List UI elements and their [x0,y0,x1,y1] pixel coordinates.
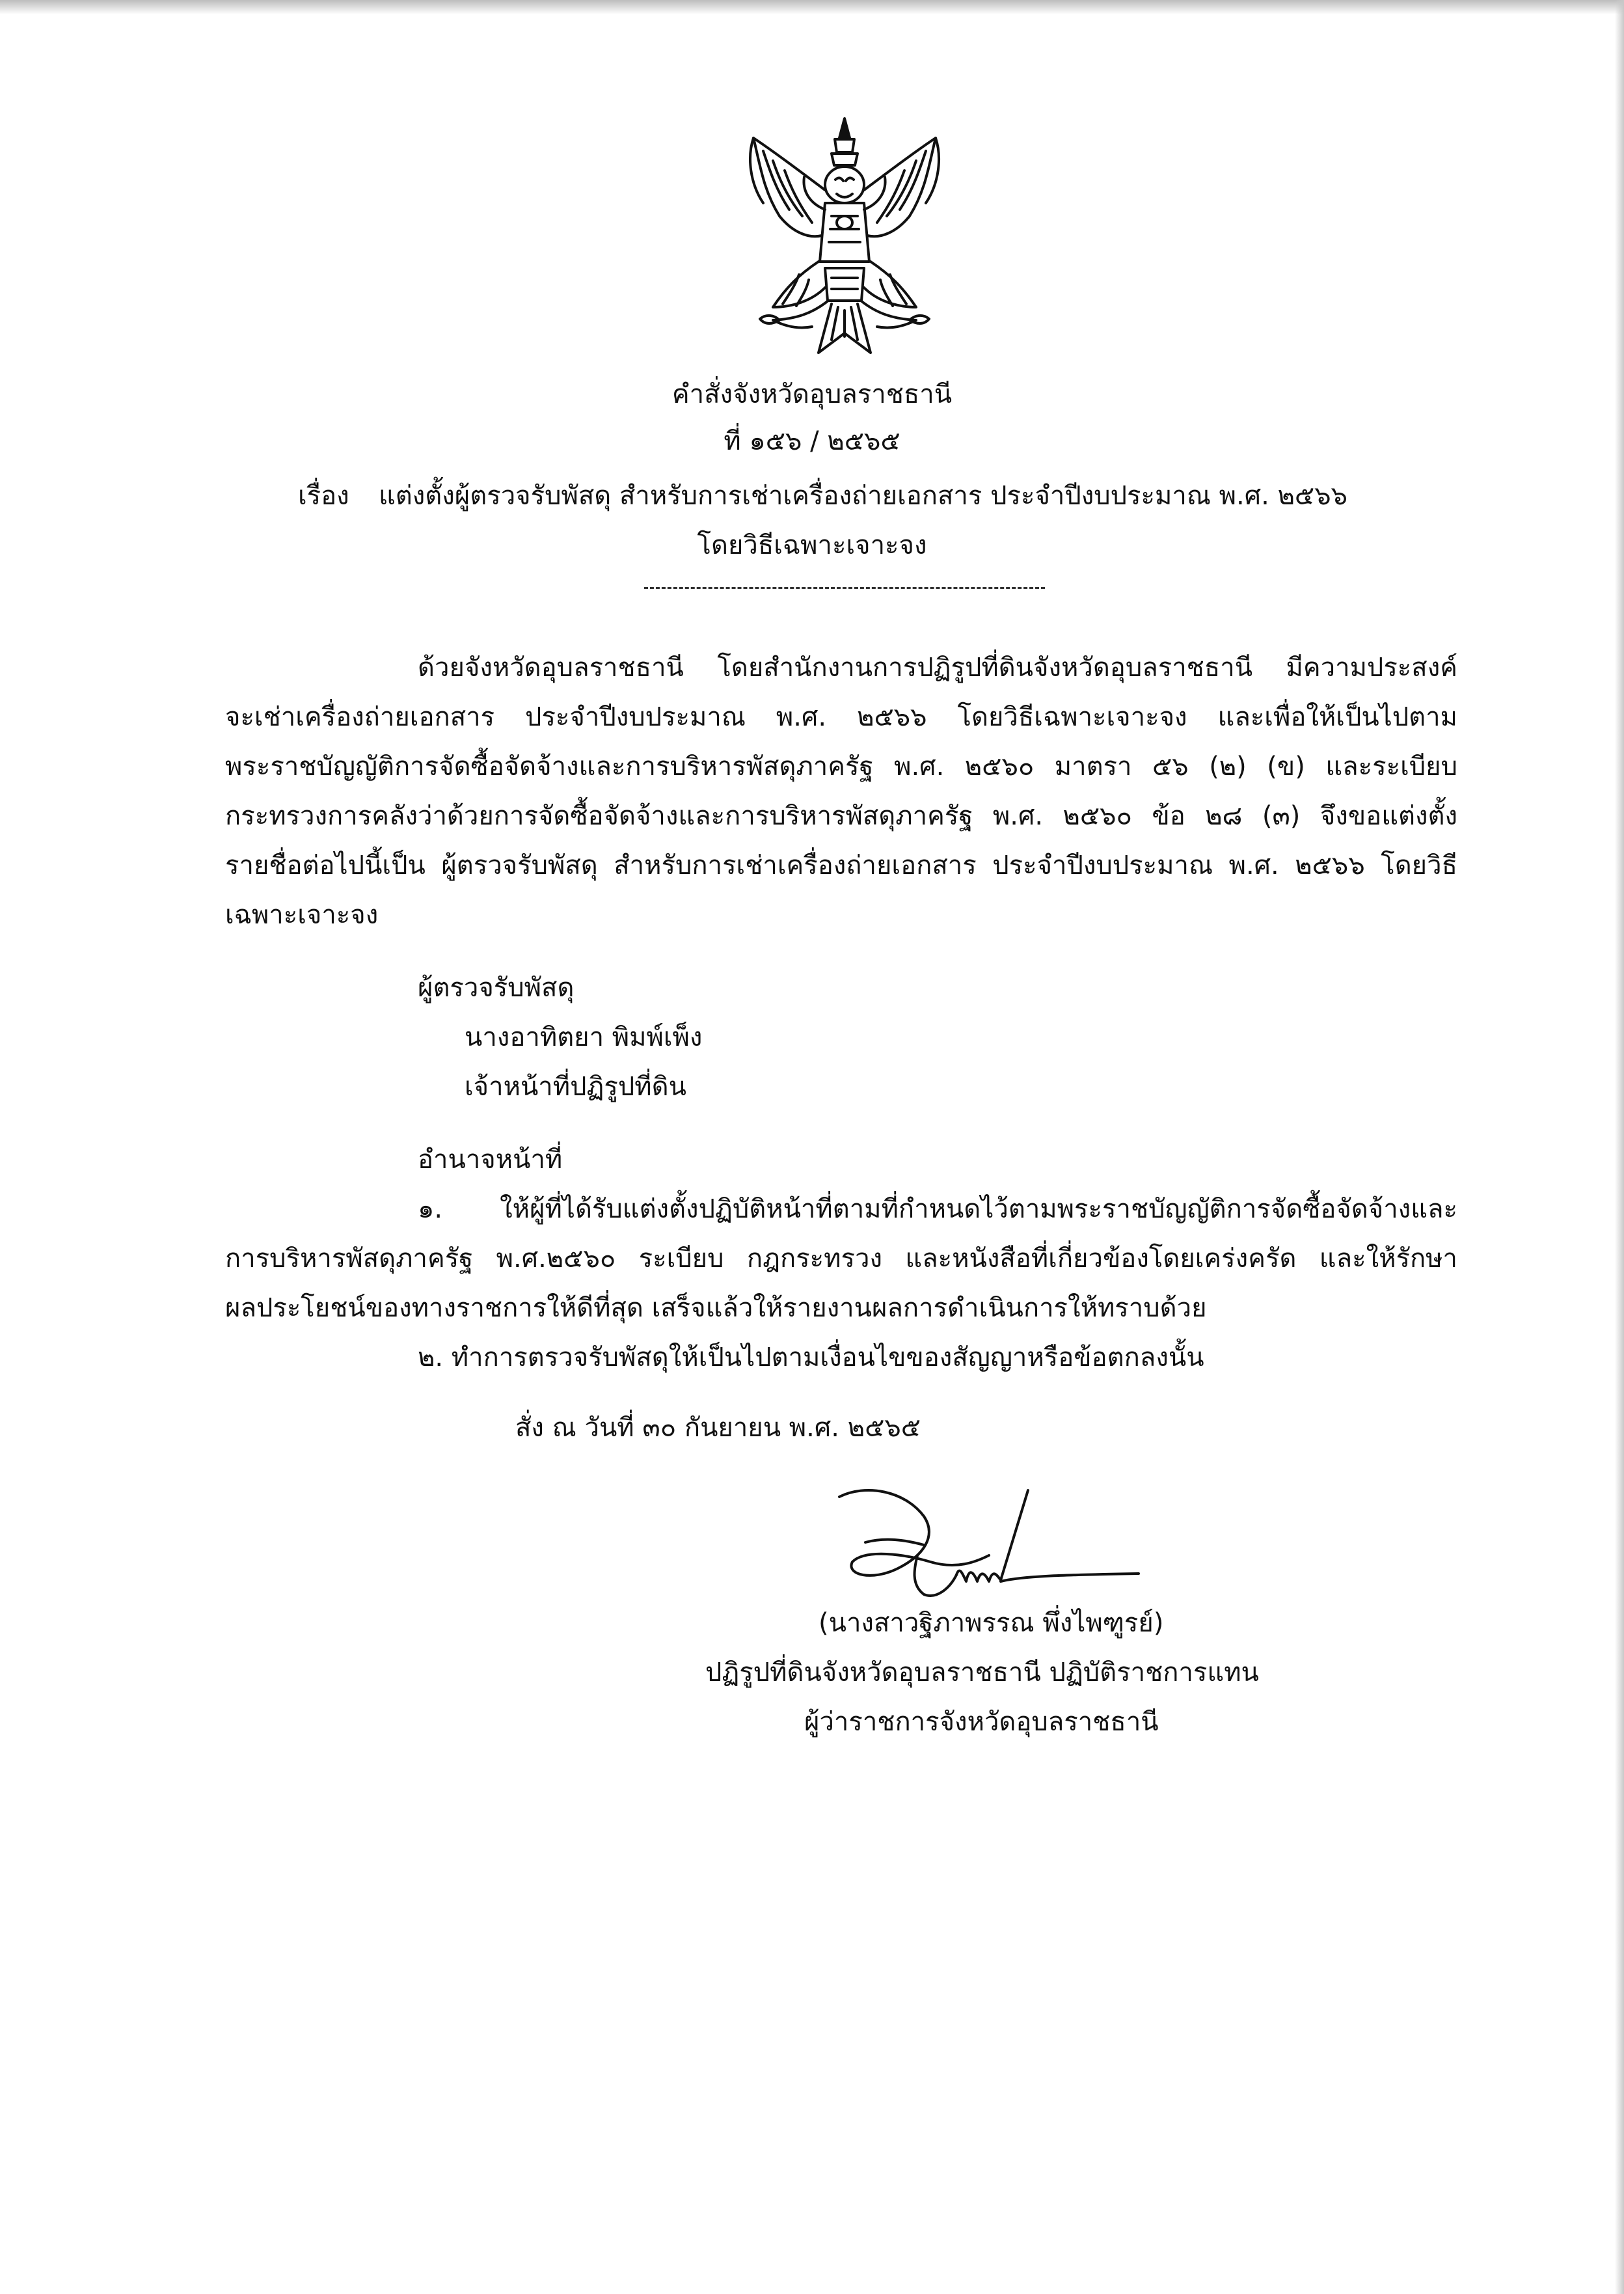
garuda-emblem-icon [734,112,955,367]
order-number: ที่ ๑๕๖ / ๒๕๖๕ [724,426,900,456]
subject-label: เรื่อง [298,481,349,511]
order-title: คำสั่งจังหวัดอุบลราชธานี [671,379,953,409]
signatory-name: (นางสาวฐิภาพรรณ พึ่งไพฑูรย์) [819,1608,1164,1638]
paragraph-line-4: กระทรวงการคลังว่าด้วยการจัดซื้อจัดจ้างและการบริหารพัสดุภาครัฐ พ.ศ. ๒๕๖๐ ข้อ ๒๘ (๓) จึงขอแต่งตั้ง [225,801,1457,831]
duty-1-line-2: การบริหารพัสดุภาครัฐ พ.ศ.๒๕๖๐ ระเบียบ กฎกระทรวง และหนังสือที่เกี่ยวข้องโดยเคร่งครัด และให้รักษา [225,1244,1457,1274]
scan-top-edge [0,0,1624,14]
paragraph-line-3: พระราชบัญญัติการจัดซื้อจัดจ้างและการบริหารพัสดุภาครัฐ พ.ศ. ๒๕๖๐ มาตรา ๕๖ (๒) (ข) และระเบียบ [225,752,1457,782]
duty-1-line-3: ผลประโยชน์ของทางราชการให้ดีที่สุด เสร็จแล้วให้รายงานผลการดำเนินการให้ทราบด้วย [225,1293,1207,1323]
inspector-name: นางอาทิตยา พิมพ์เพ็ง [465,1022,703,1052]
duties-heading: อำนาจหน้าที่ [418,1145,563,1175]
handwritten-signature-icon [826,1477,1152,1620]
duty-1-line-1: ๑. ให้ผู้ที่ได้รับแต่งตั้งปฏิบัติหน้าที่ตามที่กำหนดไว้ตามพระราชบัญญัติการจัดซื้อจัดจ้างและ [418,1194,1457,1224]
paragraph-line-5: รายชื่อต่อไปนี้เป็น ผู้ตรวจรับพัสดุ สำหรับการเช่าเครื่องถ่ายเอกสาร ประจำปีงบประมาณ พ.ศ. ๒๕๖๖ โดยวิธี [225,851,1457,881]
order-date: สั่ง ณ วันที่ ๓๐ กันยายน พ.ศ. ๒๕๖๕ [515,1413,921,1443]
paragraph-line-1: ด้วยจังหวัดอุบลราชธานี โดยสำนักงานการปฏิรูปที่ดินจังหวัดอุบลราชธานี มีความประสงค์ [418,653,1457,683]
scan-right-edge [1615,0,1624,2294]
paragraph-line-2: จะเช่าเครื่องถ่ายเอกสาร ประจำปีงบประมาณ พ.ศ. ๒๕๖๖ โดยวิธีเฉพาะเจาะจง และเพื่อให้เป็นไปตาม [225,702,1457,732]
signatory-title-line-1: ปฏิรูปที่ดินจังหวัดอุบลราชธานี ปฏิบัติราชการแทน [705,1658,1259,1687]
inspector-position: เจ้าหน้าที่ปฏิรูปที่ดิน [465,1072,686,1102]
header-separator [644,587,1045,589]
duty-2: ๒. ทำการตรวจรับพัสดุให้เป็นไปตามเงื่อนไขของสัญญาหรือข้อตกลงนั้น [418,1343,1204,1372]
inspector-heading: ผู้ตรวจรับพัสดุ [418,973,575,1003]
paragraph-line-6: เฉพาะเจาะจง [225,900,379,930]
subject-line-1: แต่งตั้งผู้ตรวจรับพัสดุ สำหรับการเช่าเครื่องถ่ายเอกสาร ประจำปีงบประมาณ พ.ศ. ๒๕๖๖ [379,481,1347,511]
signatory-title-line-2: ผู้ว่าราชการจังหวัดอุบลราชธานี [804,1707,1159,1737]
subject-line-2: โดยวิธีเฉพาะเจาะจง [697,530,927,560]
